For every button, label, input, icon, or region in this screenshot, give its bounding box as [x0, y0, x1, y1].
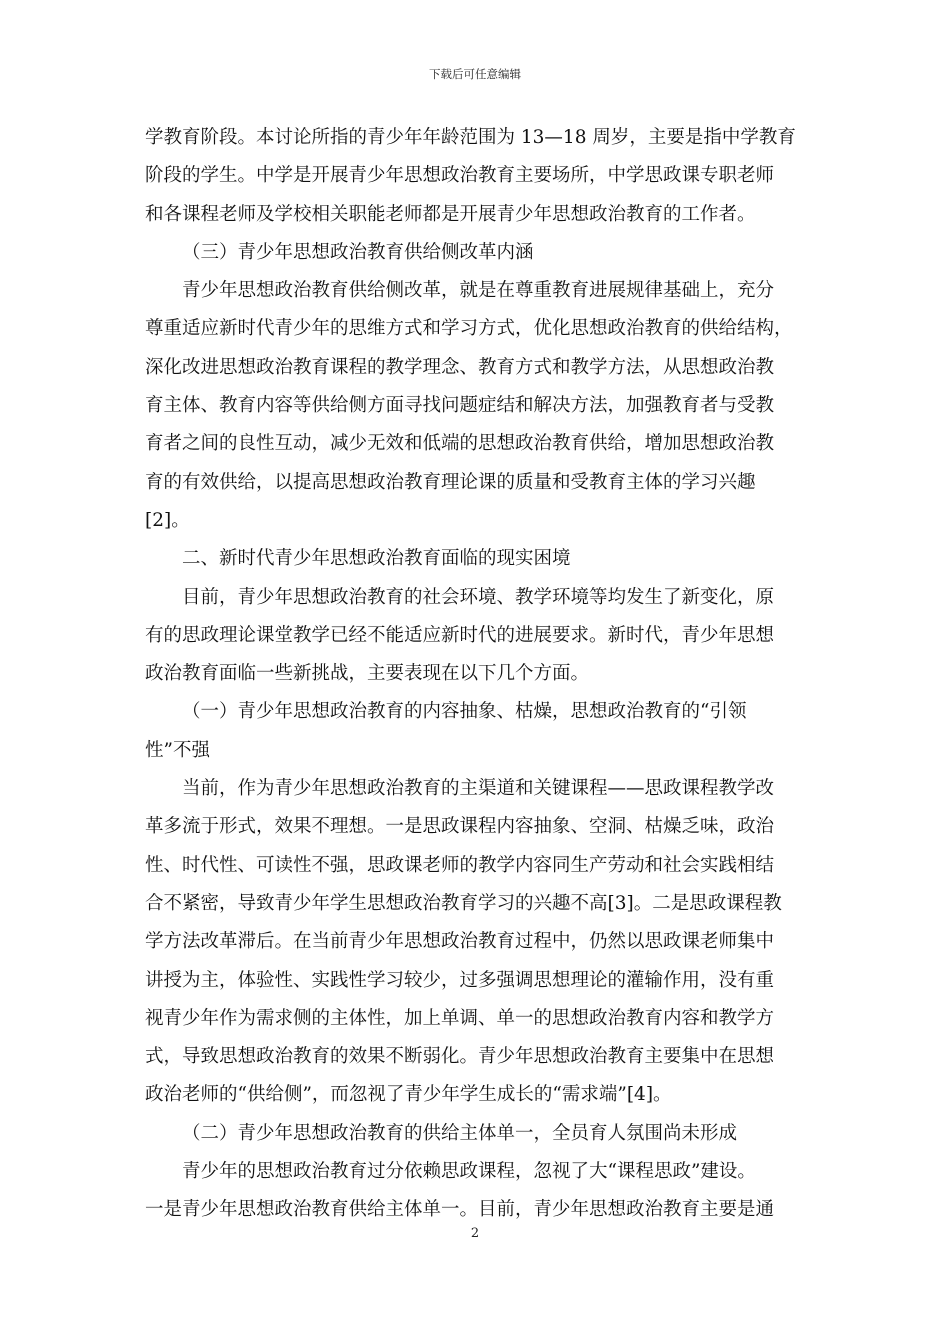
- text-line: 讲授为主，体验性、实践性学习较少，过多强调思想理论的灌输作用，没有重: [145, 969, 775, 991]
- text-line: 政治教育面临一些新挑战，主要表现在以下几个方面。: [145, 663, 590, 685]
- text-line: 青少年的思想政治教育过分依赖思政课程，忽视了大“课程思政”建设。: [182, 1161, 756, 1183]
- text-line: 合不紧密，导致青少年学生思想政治教育学习的兴趣不高[3]。二是思政课程教: [145, 892, 782, 914]
- text-line: 当前，作为青少年思想政治教育的主渠道和关键课程——思政课程教学改: [182, 778, 775, 800]
- text-line: （二）青少年思想政治教育的供给主体单一，全员育人氛围尚未形成: [182, 1122, 738, 1144]
- text-line: 性”不强: [145, 739, 210, 761]
- text-line: 深化改进思想政治教育课程的教学理念、教育方式和教学方法，从思想政治教: [145, 356, 775, 378]
- page-header: 下载后可任意编辑: [429, 67, 521, 81]
- text-line: 二、新时代青少年思想政治教育面临的现实困境: [182, 548, 571, 570]
- text-line: 尊重适应新时代青少年的思维方式和学习方式，优化思想政治教育的供给结构，: [145, 318, 793, 340]
- text-line: 目前，青少年思想政治教育的社会环境、教学环境等均发生了新变化，原: [182, 586, 775, 608]
- document-body: [145, 119, 809, 1230]
- text-line: 阶段的学生。中学是开展青少年思想政治教育主要场所，中学思政课专职老师: [145, 165, 775, 187]
- text-line: （一）青少年思想政治教育的内容抽象、枯燥，思想政治教育的“引领: [182, 701, 747, 723]
- text-line: 视青少年作为需求侧的主体性，加上单调、单一的思想政治教育内容和教学方: [145, 1007, 775, 1029]
- text-line: 一是青少年思想政治教育供给主体单一。目前，青少年思想政治教育主要是通: [145, 1199, 775, 1221]
- text-line: 式，导致思想政治教育的效果不断弱化。青少年思想政治教育主要集中在思想: [145, 1046, 775, 1068]
- text-line: 有的思政理论课堂教学已经不能适应新时代的进展要求。新时代，青少年思想: [145, 624, 775, 646]
- text-line: 和各课程老师及学校相关职能老师都是开展青少年思想政治教育的工作者。: [145, 203, 756, 225]
- text-line: [2]。: [145, 509, 190, 531]
- page-number: 2: [470, 1226, 480, 1241]
- text-line: 政治老师的“供给侧”，而忽视了青少年学生成长的“需求端”[4]。: [145, 1084, 672, 1106]
- text-line: 育的有效供给，以提高思想政治教育理论课的质量和受教育主体的学习兴趣: [145, 471, 756, 493]
- text-line: 革多流于形式，效果不理想。一是思政课程内容抽象、空洞、枯燥乏味，政治: [145, 816, 775, 838]
- text-line: 青少年思想政治教育供给侧改革，就是在尊重教育进展规律基础上，充分: [182, 280, 775, 302]
- text-line: 性、时代性、可读性不强，思政课老师的教学内容同生产劳动和社会实践相结: [145, 854, 775, 876]
- text-line: 学教育阶段。本讨论所指的青少年年龄范围为 13—18 周岁，主要是指中学教育: [145, 127, 796, 148]
- text-line: 育者之间的良性互动，减少无效和低端的思想政治教育供给，增加思想政治教: [145, 433, 775, 455]
- text-line: （三）青少年思想政治教育供给侧改革内涵: [182, 241, 534, 263]
- text-line: 育主体、教育内容等供给侧方面寻找问题症结和解决方法，加强教育者与受教: [145, 395, 775, 417]
- text-line: 学方法改革滞后。在当前青少年思想政治教育过程中，仍然以思政课老师集中: [145, 931, 775, 953]
